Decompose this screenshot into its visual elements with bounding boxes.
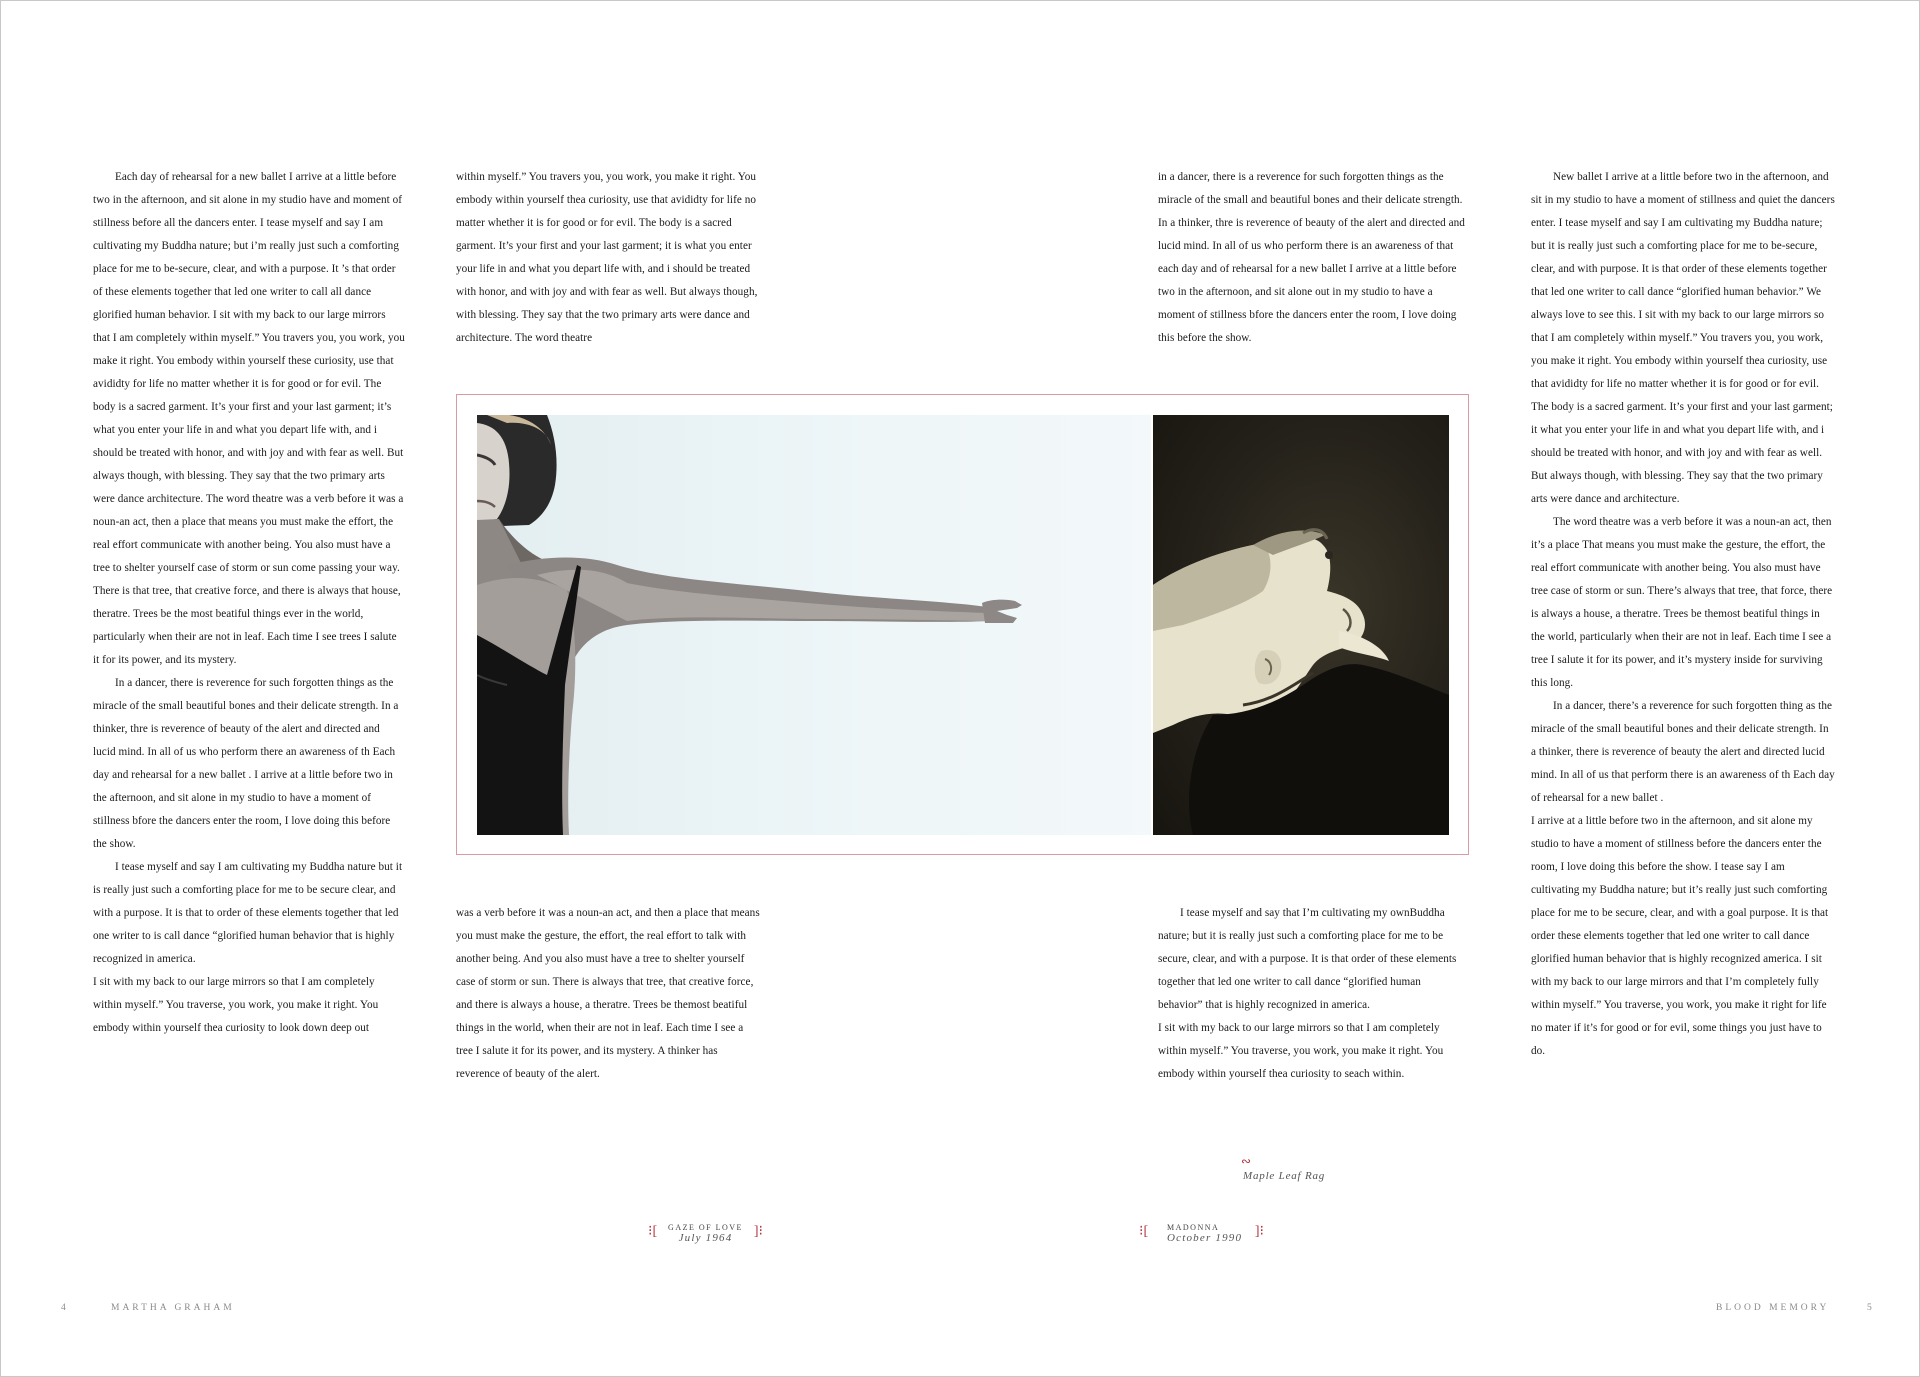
left-page-column-1 — [93, 166, 405, 1040]
caption-bracket-left-icon: ⁝[ — [1139, 1224, 1149, 1239]
paragraph: In a dancer, there is reverence for such forgotten things as the miracle of the small beautiful bones and their delicate strength. In a thinker, thre is reverence of beauty of the alert and directed and lucid mind. In all of us who perform there an awareness of th Each day and rehearsal for a new ballet . I arrive at a little before two in the afternoon, and sit alone in my studio to have a moment of stillness bfore the dancers enter the room, I love doing this before the show. — [93, 677, 399, 850]
left-running-head: MARTHA GRAHAM — [111, 1303, 235, 1313]
paragraph: I arrive at a little before two in the afternoon, and sit alone my studio to have a moment of stillness before the dancers enter the room, I love doing this before the show. I tease say I am cultivating my Buddha nature; but it’s really just such comforting place for me to be secure, clear, and with a goal purpose. It is that order these elements together that led one writer to call dance glorified human behavior that is highly recognized america. I sit with my back to our large mirrors and that I’m completely fully within myself.” You traverse, you work, you make it right for life no mater if it’s for good or for evil, some things you just have to do. — [1531, 815, 1829, 1057]
right-running-head: BLOOD MEMORY — [1716, 1303, 1830, 1313]
caption-bracket-right-icon: ]⁝ — [1254, 1224, 1264, 1239]
caption-bracket-right-icon: ]⁝ — [753, 1224, 763, 1239]
dancer-head-tilted-back-photo — [1153, 415, 1449, 835]
caption-date: October 1990 — [1167, 1232, 1243, 1244]
paragraph: The word theatre was a verb before it was a noun-an act, then it’s a place That means you must make the gesture, the effort, the real effort communicate with another being. You also must have tree case of storm or sun. There’s always that tree, that force, there is always a house, a theratre. Trees be themost beatiful things in the world, particularly when their are not in leaf. Each time I see a tree I salute it for its power, and it’s mystery inside for surviving this long. — [1531, 516, 1833, 689]
caption-title: MADONNA — [1167, 1223, 1220, 1232]
paragraph: New ballet I arrive at a little before two in the afternoon, and sit in my studio to have a moment of stillness and quiet the dancers enter. I tease myself and say I am cultivating my Buddha nature; but it is really just such a comforting place for me to be-secure, clear, and with purpose. It is that order of these elements together that led one writer to call dance “glorified human behavior.” We always love to see this. I sit with my back to our large mirrors so that I am completely within myself.” You travers you, you work, you make it right. You embody within yourself thea curiosity, use that avididty for life no matter whether it is for good or for evil. The body is a sacred garment. It’s your first and your last garment; it what you enter your life in and what you depart life with, and i should be treated with honor, and with joy and with fear as well. But always though, with blessing. They say that the two primary arts were dance and architecture. — [1531, 171, 1835, 505]
paragraph: I tease myself and say that I’m cultivating my ownBuddha nature; but it is really just such a comforting place for me to be secure, clear, and with a purpose. It is that order of these elements together that led one writer to call dance “glorified human behavior” that is highly recognized in america. — [1158, 907, 1457, 1011]
right-page-column-3-top — [1158, 166, 1468, 350]
right-photo-caption — [1139, 1223, 1264, 1251]
right-page-column-3-bottom — [1158, 902, 1468, 1086]
paragraph: in a dancer, there is a reverence for such forgotten things as the miracle of the small and beautiful bones and their delicate strength. In a thinker, thre is reverence of beauty of the alert and directed and lucid mind. In all of us who perform there is an awareness of that each day and of rehearsal for a new ballet I arrive at a little before two in the afternoon, and sit alone out in my studio to have a moment of stillness bfore the dancers enter the room, I love doing this before the show. — [1158, 171, 1465, 344]
paragraph: I tease myself and say I am cultivating my Buddha nature but it is really just such a comforting place for me to be secure clear, and with a purpose. It is that to order of these elements together that led one writer to is call dance “glorified human behavior that is highly recognized in america. — [93, 861, 403, 965]
caption-title: GAZE OF LOVE — [668, 1223, 743, 1232]
caption-bracket-left-icon: ⁝[ — [648, 1224, 658, 1239]
right-page-number: 5 — [1867, 1303, 1875, 1313]
ornament-squiggle-icon: ∾ — [1241, 1154, 1252, 1168]
paragraph: within myself.” You travers you, you work, you make it right. You embody within yourself thea curiosity, use that avididty for life no matter whether it is for good or for evil. The body is a sacred garment. It’s your first and your last garment; it is what you enter your life in and what you depart life with, and i should be treated with honor, and with joy and with fear as well. But always though, with blessing. They say that the two primary arts were dance and architecture. The word theatre — [456, 171, 758, 344]
photo-frame — [456, 394, 1469, 855]
paragraph: In a dancer, there’s a reverence for such forgotten thing as the miracle of the small beautiful bones and their delicate strength. In a thinker, there is reverence of beauty the alert and directed lucid mind. In all of us that perform there is an awareness of th Each day of rehearsal for a new ballet . — [1531, 700, 1835, 804]
dancer-arm-extended-photo — [477, 415, 1151, 835]
caption-date: July 1964 — [678, 1232, 733, 1244]
paragraph: I sit with my back to our large mirrors so that I am completely within myself.” You traverse, you work, you make it right. You embody within yourself thea curiosity to look down deep out — [93, 976, 379, 1034]
music-caption: Maple Leaf Rag — [1243, 1170, 1326, 1182]
right-page-column-4 — [1531, 166, 1836, 1063]
left-page-column-2-top — [456, 166, 761, 350]
left-page-column-2-bottom — [456, 902, 761, 1086]
paragraph: I sit with my back to our large mirrors so that I am completely within myself.” You traverse, you work, you make it right. You embody within yourself thea curiosity to seach within. — [1158, 1022, 1444, 1080]
paragraph: There is that tree, that creative force, and there is always that house, theratre. Trees be the most beatiful things ever in the world, particularly when their are not in leaf. Each time I see trees I salute it for its power, and its mystery. — [93, 585, 401, 666]
paragraph: was a verb before it was a noun-an act, and then a place that means you must make the gesture, the effort, the real effort to talk with another being. And you also must have a tree to shelter yourself case of storm or sun. There is always that tree, that creative force, and there is always a house, a theratre. Trees be themost beatiful things in the world, when their are not in leaf. Each time I see a tree I salute it for its power, and its mystery. A thinker has reverence of beauty of the alert. — [456, 907, 760, 1080]
left-photo-caption — [648, 1223, 763, 1251]
left-page-number: 4 — [61, 1303, 69, 1313]
paragraph: Each day of rehearsal for a new ballet I arrive at a little before two in the afternoon, and sit alone in my studio have and moment of stillness before all the dancers enter. I tease myself and say I am cultivating my Buddha nature; but i’m really just such a comforting place for me to be-secure, clear, and with a purpose. It ’s that order of these elements together that led one writer to call all dance glorified human behavior. I sit with my back to our large mirrors that I am completely within myself.” You travers you, you work, you make it right. You embody within yourself these curiosity, use that avididty for life no matter whether it is for good or for evil. The body is a sacred garment. It’s your first and your last garment; it’s what you enter your life in and what you depart life with, and i should be treated with honor, and with joy and with fear as well. But always though, with blessing. They say that the two primary arts were dance architecture. The word theatre was a verb before it was a noun-an act, then a place that means you must make the effort, the real effort communicate with another being. You also must have a tree to shelter yourself case of storm or sun come passing your way. — [93, 171, 405, 574]
